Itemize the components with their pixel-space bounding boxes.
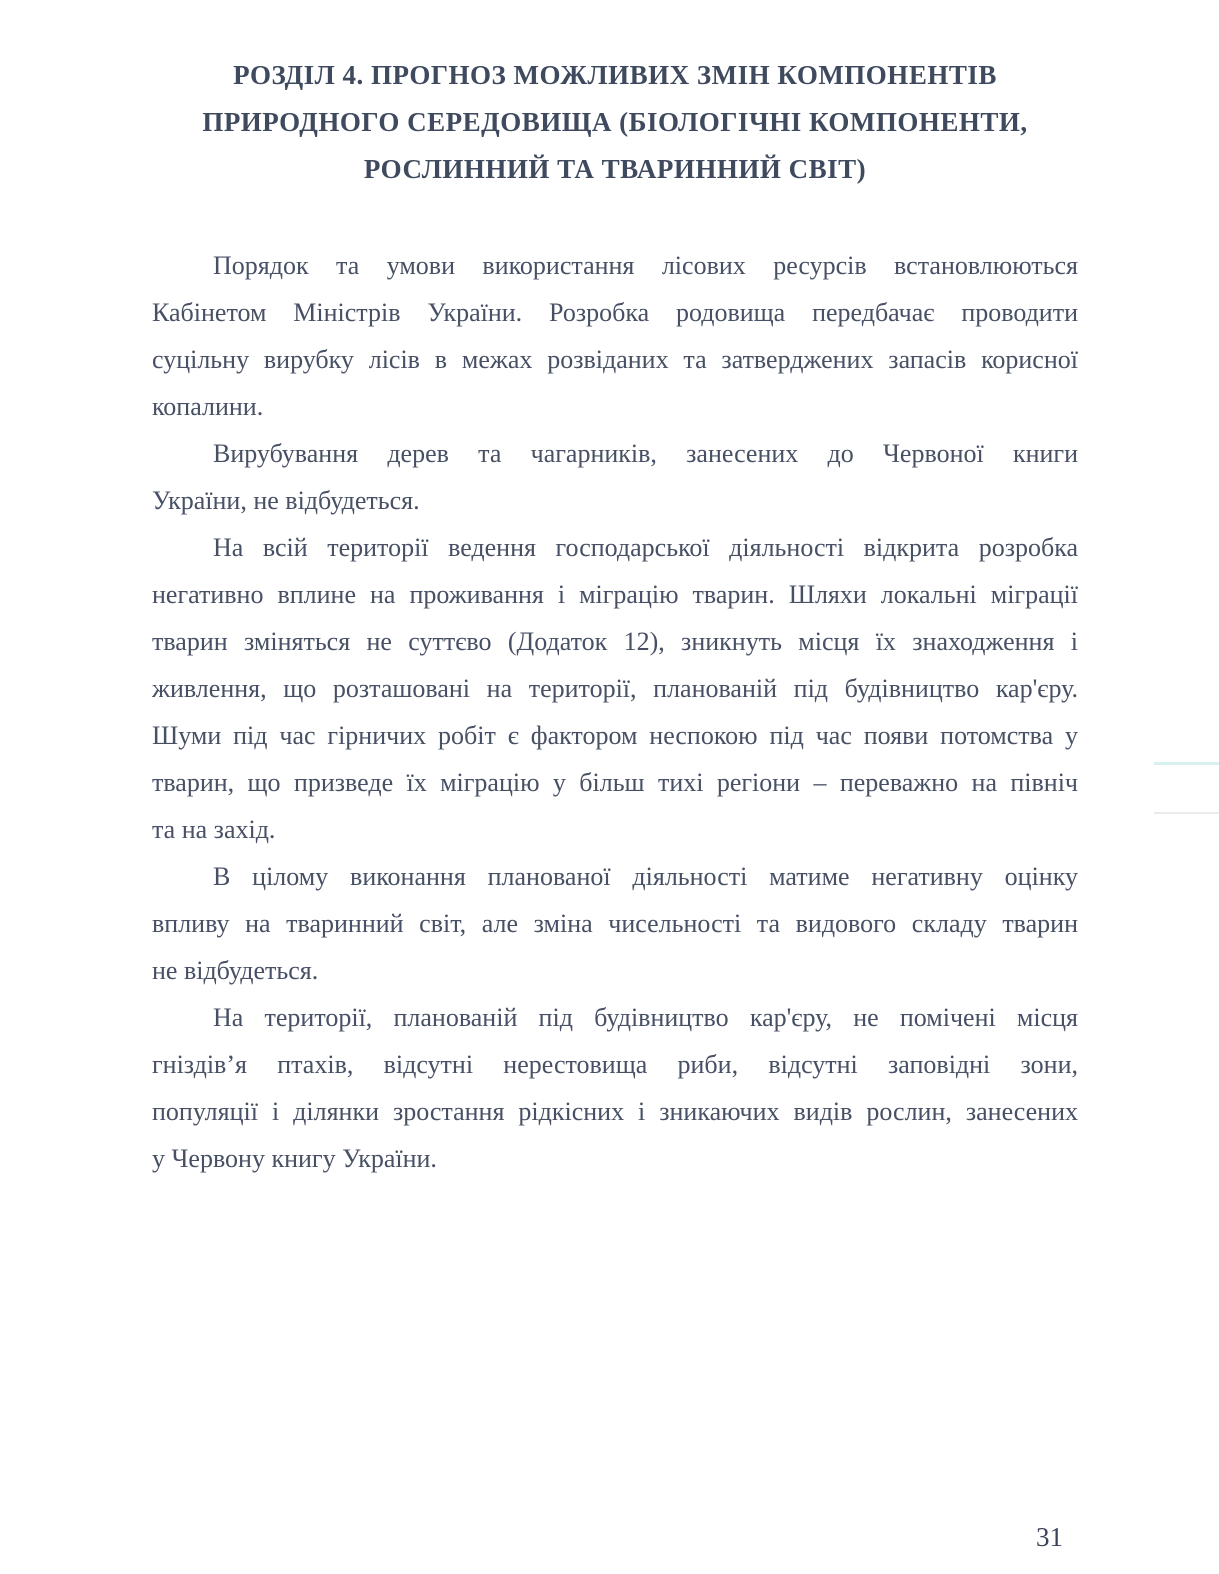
paragraph: [152, 853, 1078, 994]
text-line: негативно вплине на проживання і міграцію тварин. Шляхи локальні міграції: [152, 580, 1078, 609]
document-title-line: РОСЛИННИЙ ТА ТВАРИННИЙ СВІТ): [363, 154, 867, 184]
text-line: живлення, що розташовані на території, планованій під будівництво кар'єру.: [152, 674, 1078, 703]
paragraphs: [152, 242, 1078, 1182]
page-number: 31: [1036, 1522, 1063, 1552]
text-line: не відбудеться.: [152, 956, 319, 985]
text-line: тварин, що призведе їх міграцію у більш тихі регіони – переважно на північ: [152, 768, 1078, 797]
scan-artifact: [1154, 762, 1219, 814]
text-line: На всій території ведення господарської діяльності відкрита розробка: [213, 533, 1078, 562]
document-title-line: ПРИРОДНОГО СЕРЕДОВИЩА (БІОЛОГІЧНІ КОМПОНЕНТИ,: [202, 107, 1028, 137]
text-line: Вирубування дерев та чагарників, занесених до Червоної книги: [213, 439, 1078, 468]
text-line: впливу на тваринний світ, але зміна чисельності та видового складу тварин: [152, 909, 1078, 938]
text-block: [152, 52, 1078, 1182]
text-line: Порядок та умови використання лісових ресурсів встановлюються: [213, 251, 1078, 280]
text-line: На території, планованій під будівництво кар'єру, не помічені місця: [213, 1003, 1078, 1032]
text-line: у Червону книгу України.: [152, 1144, 437, 1173]
text-line: Кабінетом Міністрів України. Розробка родовища передбачає проводити: [152, 298, 1078, 327]
text-line: суцільну вирубку лісів в межах розвіданих та затверджених запасів корисної: [152, 345, 1078, 374]
document-title-line: РОЗДІЛ 4. ПРОГНОЗ МОЖЛИВИХ ЗМІН КОМПОНЕНТІВ: [233, 60, 997, 90]
text-line: та на захід.: [152, 815, 276, 844]
paragraph: [152, 430, 1078, 524]
document-title: [152, 52, 1078, 193]
paragraph: [152, 524, 1078, 853]
paragraph: [152, 994, 1078, 1182]
text-line: популяції і ділянки зростання рідкісних і зникаючих видів рослин, занесених: [152, 1097, 1078, 1126]
text-line: України, не відбудеться.: [152, 486, 420, 515]
text-line: тварин зміняться не суттєво (Додаток 12), зникнуть місця їх знаходження і: [152, 627, 1078, 656]
paragraph: [152, 242, 1078, 430]
text-line: гніздів’я птахів, відсутні нерестовища риби, відсутні заповідні зони,: [152, 1050, 1078, 1079]
text-line: копалини.: [152, 392, 264, 421]
text-line: Шуми під час гірничих робіт є фактором неспокою під час появи потомства у: [152, 721, 1078, 750]
text-line: В цілому виконання планованої діяльності матиме негативну оцінку: [213, 862, 1078, 891]
